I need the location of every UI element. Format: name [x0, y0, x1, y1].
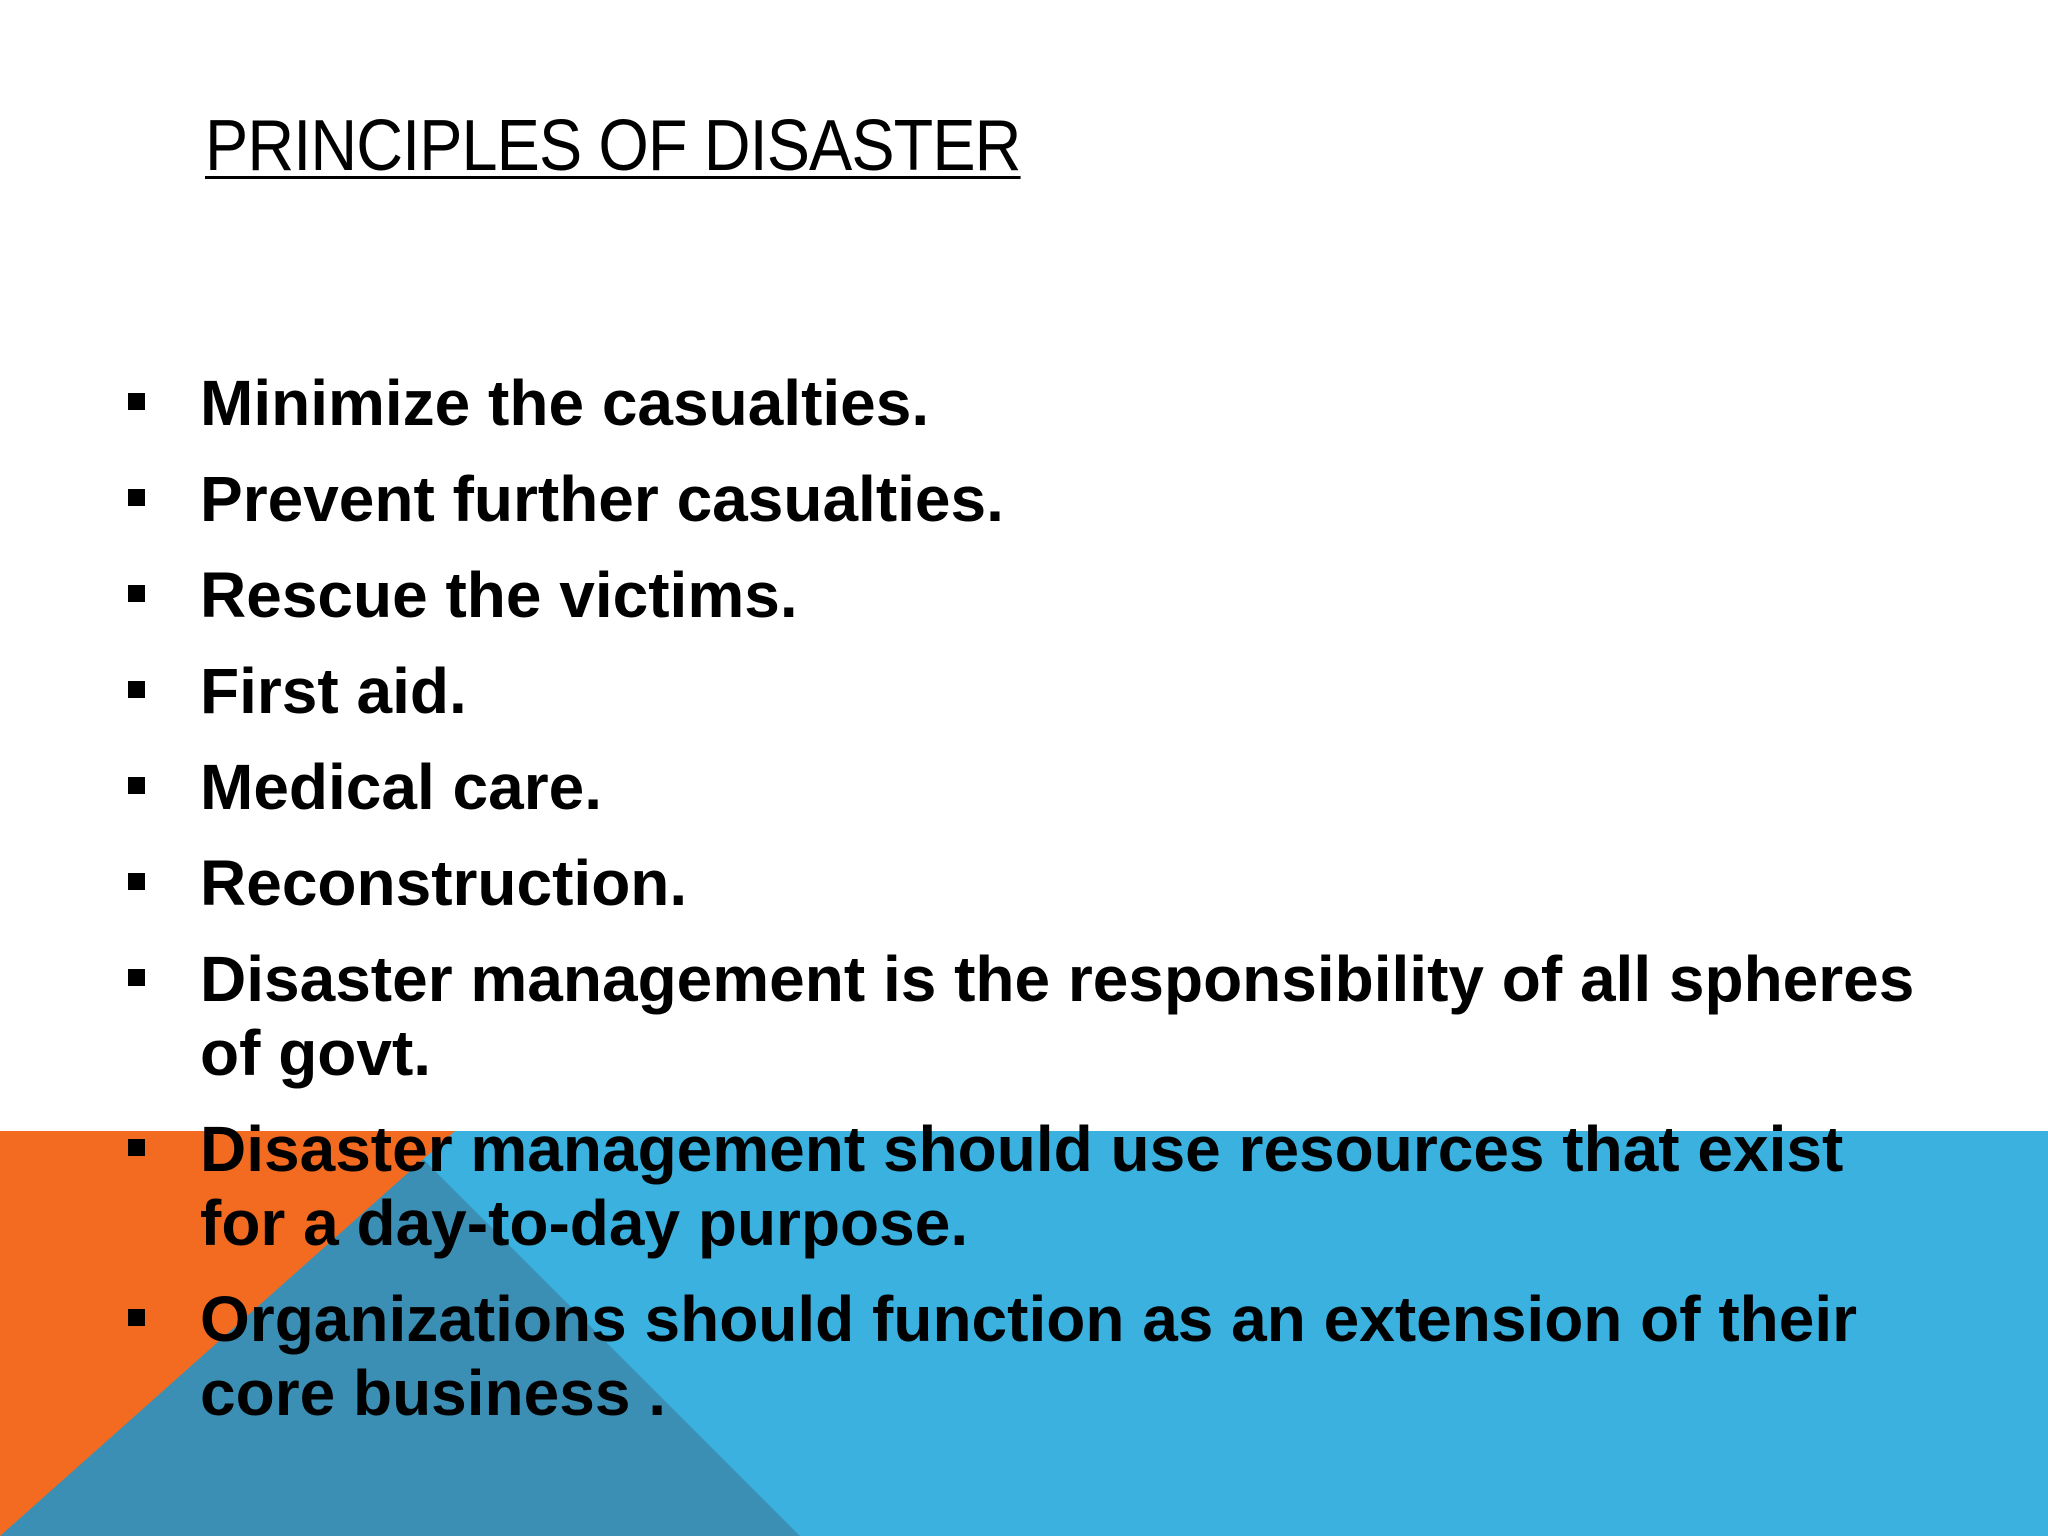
bullet-text: Reconstruction.	[200, 847, 688, 919]
bullet-item	[120, 654, 1920, 728]
square-bullet-icon	[128, 873, 145, 890]
square-bullet-icon	[128, 777, 145, 794]
square-bullet-icon	[128, 393, 145, 410]
bullet-item	[120, 942, 1920, 1090]
bullet-text: Disaster management is the responsibility of all spheres of govt.	[200, 943, 1915, 1089]
bullet-item	[120, 366, 1920, 440]
square-bullet-icon	[128, 681, 145, 698]
bullet-text: Disaster management should use resources that exist for a day-to-day purpose.	[200, 1113, 1844, 1259]
bullet-item	[120, 1282, 1920, 1430]
square-bullet-icon	[128, 1139, 145, 1156]
square-bullet-icon	[128, 969, 145, 986]
bullet-text: Minimize the casualties.	[200, 367, 930, 439]
bullet-item	[120, 558, 1920, 632]
square-bullet-icon	[128, 489, 145, 506]
bullet-item	[120, 462, 1920, 536]
bullet-text: Prevent further casualties.	[200, 463, 1004, 535]
bullet-item	[120, 1112, 1920, 1260]
bullet-list	[120, 366, 1920, 1452]
bullet-item	[120, 750, 1920, 824]
bullet-text: Rescue the victims.	[200, 559, 798, 631]
bullet-text: First aid.	[200, 655, 467, 727]
bullet-text: Organizations should function as an extension of their core business .	[200, 1283, 1858, 1429]
square-bullet-icon	[128, 1309, 145, 1326]
bullet-text: Medical care.	[200, 751, 602, 823]
slide-title: PRINCIPLES OF DISASTER	[205, 106, 1021, 186]
square-bullet-icon	[128, 585, 145, 602]
bullet-item	[120, 846, 1920, 920]
